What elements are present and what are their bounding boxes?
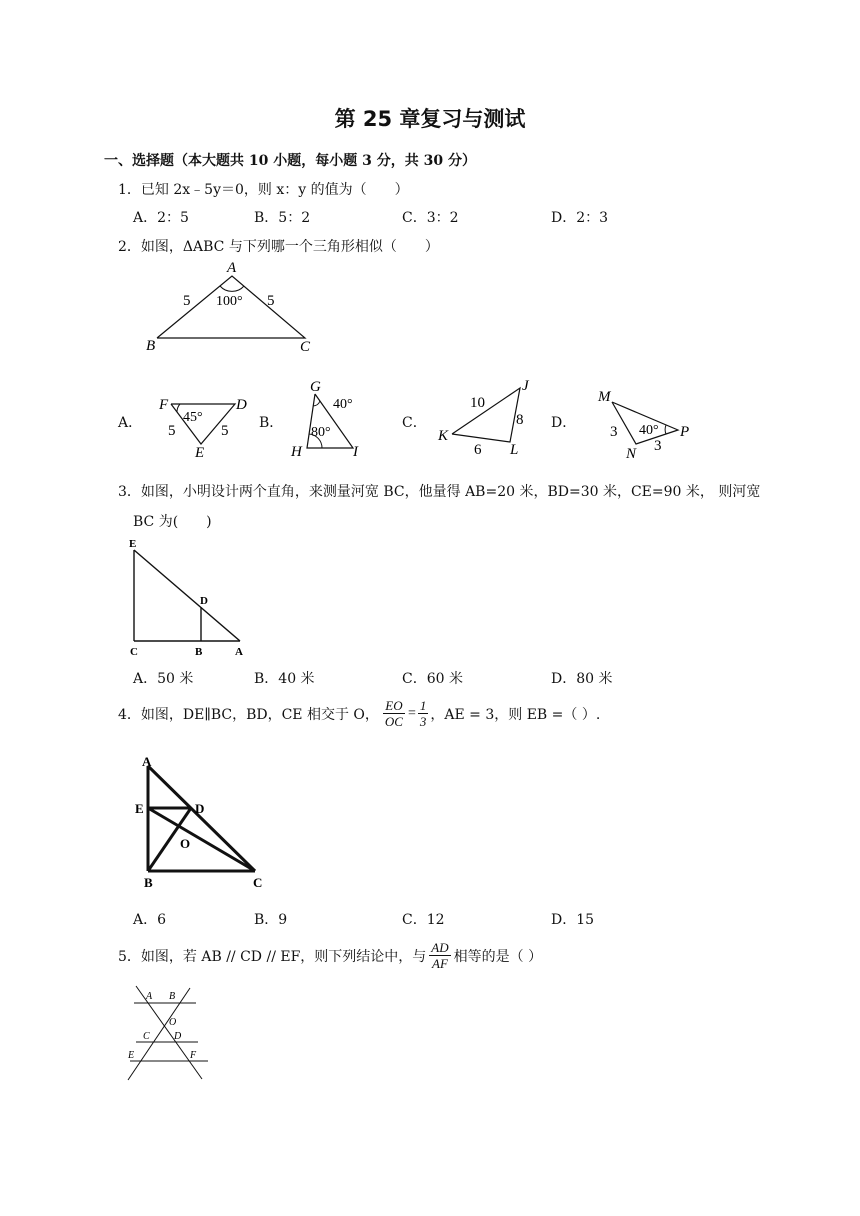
- q1-option-a[interactable]: A．2：5: [133, 210, 189, 226]
- svg-text:F: F: [190, 1050, 197, 1061]
- svg-text:O: O: [180, 836, 191, 851]
- q2-option-a-figure: [155, 392, 255, 460]
- q2-option-a[interactable]: A．: [118, 415, 143, 431]
- question-4: 4．如图，DE∥BC，BD，CE 相交于 O， $\frac{EO}{OC}$ = $\frac{1}{3}$ ，AE = 3，则 EB =（ ）.: [118, 698, 601, 729]
- svg-text:P: P: [680, 424, 690, 440]
- svg-text:I: I: [353, 444, 358, 460]
- svg-text:C: C: [143, 1031, 150, 1042]
- q3-option-b[interactable]: B．40 米: [254, 671, 315, 687]
- label-c: C: [300, 339, 311, 355]
- svg-text:H: H: [291, 444, 302, 460]
- svg-text:D: D: [174, 1031, 182, 1042]
- svg-text:10: 10: [470, 395, 485, 411]
- svg-text:A: A: [235, 646, 243, 658]
- svg-text:N: N: [626, 446, 637, 462]
- svg-text:5: 5: [221, 423, 229, 439]
- label-b: B: [146, 338, 156, 354]
- svg-text:3: 3: [654, 438, 662, 454]
- svg-text:A: A: [146, 991, 153, 1002]
- q2-option-b-figure: [285, 378, 365, 460]
- svg-text:5: 5: [168, 423, 176, 439]
- q1-option-d[interactable]: D．2：3: [551, 210, 609, 226]
- svg-text:B: B: [169, 991, 176, 1002]
- q2-option-d[interactable]: D．: [551, 415, 577, 431]
- svg-text:D: D: [195, 801, 205, 816]
- q5-figure: [120, 982, 216, 1084]
- question-3-line2: BC 为( ): [133, 514, 212, 530]
- svg-text:40°: 40°: [639, 423, 659, 438]
- side-ab-label: 5: [183, 293, 191, 309]
- q2-option-c[interactable]: C．: [402, 415, 427, 431]
- q1-option-b[interactable]: B．5：2: [254, 210, 311, 226]
- question-1: 1．已知 2x﹣5y＝0，则 x：y 的值为（ ）: [118, 182, 409, 198]
- svg-text:D: D: [200, 595, 208, 607]
- q4-figure: [132, 750, 272, 892]
- q2-option-c-figure: [432, 372, 542, 460]
- svg-text:D: D: [236, 397, 247, 413]
- side-ac-label: 5: [267, 293, 275, 309]
- svg-text:M: M: [598, 389, 611, 405]
- svg-text:C: C: [130, 646, 138, 658]
- label-a: A: [227, 260, 237, 276]
- svg-text:E: E: [129, 538, 137, 550]
- q3-option-c[interactable]: C．60 米: [402, 671, 463, 687]
- question-2: 2．如图，ΔABC 与下列哪一个三角形相似（ ）: [118, 239, 439, 255]
- svg-text:80°: 80°: [311, 425, 331, 440]
- svg-text:G: G: [310, 379, 321, 395]
- svg-text:E: E: [128, 1050, 135, 1061]
- q2-option-d-figure: [592, 382, 702, 462]
- svg-text:E: E: [135, 801, 144, 816]
- section-heading: 一、选择题（本大题共 10 小题，每小题 3 分，共 30 分）: [104, 153, 476, 169]
- q4-option-d[interactable]: D．15: [551, 912, 595, 928]
- svg-text:A: A: [142, 754, 152, 769]
- svg-text:O: O: [169, 1017, 177, 1028]
- question-5: 5．如图，若 AB // CD // EF，则下列结论中，与 $\frac{AD}{AF}$ 相等的是（ ）: [118, 940, 543, 971]
- svg-text:40°: 40°: [333, 397, 353, 412]
- svg-text:8: 8: [516, 412, 524, 428]
- svg-text:B: B: [144, 875, 153, 890]
- svg-text:J: J: [522, 378, 529, 394]
- angle-a-label: 100°: [216, 294, 243, 309]
- svg-text:E: E: [195, 445, 205, 460]
- q4-option-a[interactable]: A．6: [133, 912, 167, 928]
- svg-text:L: L: [510, 442, 519, 458]
- q3-option-a[interactable]: A．50 米: [133, 671, 194, 687]
- q4-option-b[interactable]: B．9: [254, 912, 288, 928]
- q3-option-d[interactable]: D．80 米: [551, 671, 613, 687]
- page-title: 第 25 章复习与测试: [334, 107, 526, 131]
- q2-option-b[interactable]: B．: [259, 415, 284, 431]
- svg-text:K: K: [438, 428, 449, 444]
- svg-text:45°: 45°: [183, 410, 203, 425]
- svg-text:C: C: [253, 875, 263, 890]
- q1-option-c[interactable]: C．3：2: [402, 210, 459, 226]
- q4-option-c[interactable]: C．12: [402, 912, 445, 928]
- svg-text:B: B: [195, 646, 203, 658]
- q3-figure: [124, 534, 254, 658]
- svg-text:3: 3: [610, 424, 618, 440]
- q2-figure-abc: [140, 258, 330, 356]
- question-3: 3．如图，小明设计两个直角，来测量河宽 BC，他量得 AB=20 米，BD=30 米，CE=90 米， 则河宽: [118, 484, 761, 500]
- svg-text:6: 6: [474, 442, 482, 458]
- svg-text:F: F: [159, 397, 169, 413]
